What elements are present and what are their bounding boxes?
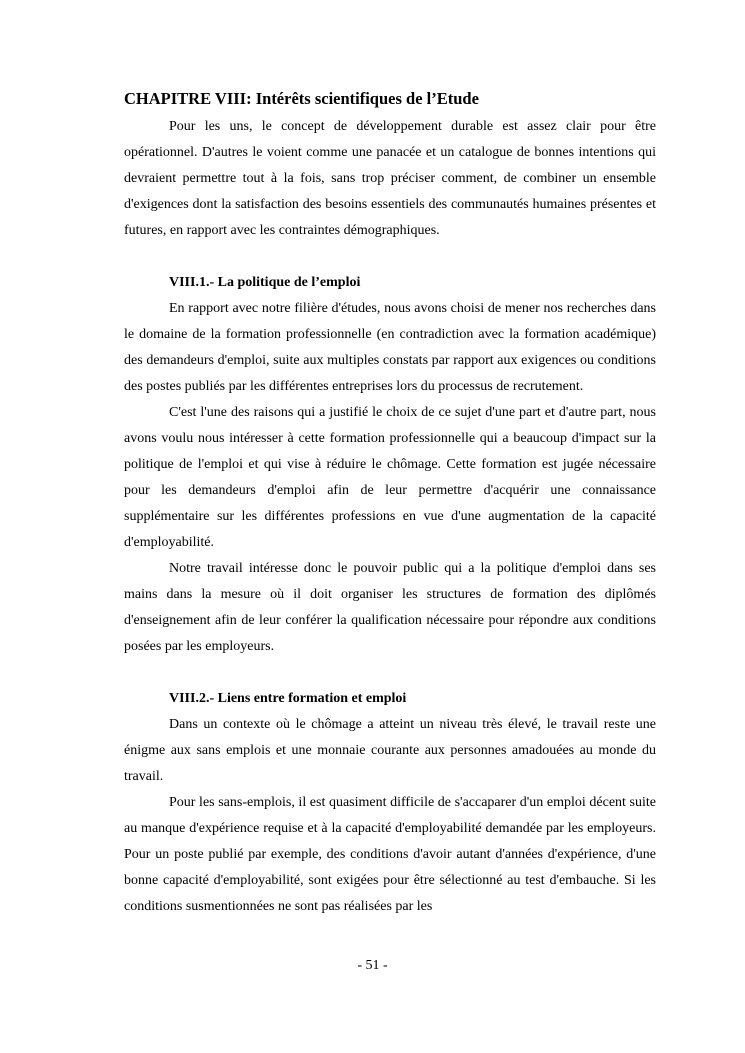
intro-paragraph: Pour les uns, le concept de développement durable est assez clair pour être opérationnel. D'autres le voient comme une panacée et un catalogue de bonnes intentions qui devraient permettre tout à la fois, sans trop préciser comment, de combiner un ensemble d'exigences dont la satisfaction des besoins essentiels des communautés humaines présentes et futures, en rapport avec les contraintes démographiques. [124, 119, 656, 238]
page-number: - 51 - [357, 958, 388, 973]
section1-paragraph: En rapport avec notre filière d'études, nous avons choisi de mener nos recherches dans le domaine de la formation professionnelle (en contradiction avec la formation académique) des demandeurs d'emploi, suite aux multiples constats par rapport aux exigences ou conditions des postes publiés par les différentes entreprises lors du processus de recrutement. [124, 301, 656, 394]
section1-paragraph: Notre travail intéresse donc le pouvoir public qui a la politique d'emploi dans ses mains dans la mesure où il doit organiser les structures de formation des diplômés d'enseignement afin de leur conférer la qualification nécessaire pour répondre aux conditions posées par les employeurs. [124, 561, 656, 654]
section2-paragraph: Dans un contexte où le chômage a atteint un niveau très élevé, le travail reste une énigme aux sans emplois et une monnaie courante aux personnes amadouées au monde du travail. [124, 717, 656, 784]
section1-paragraph: C'est l'une des raisons qui a justifié le choix de ce sujet d'une part et d'autre part, nous avons voulu nous intéresser à cette formation professionnelle qui a beaucoup d'impact sur la politique de l'emploi et qui vise à réduire le chômage. Cette formation est jugée nécessaire pour les demandeurs d'emploi afin de leur permettre d'acquérir une connaissance supplémentaire sur les différentes professions en vue d'une augmentation de la capacité d'employabilité. [124, 405, 656, 550]
section-spacer [124, 244, 656, 270]
section-title-liens-formation-emploi: VIII.2.- Liens entre formation et emploi [169, 691, 407, 706]
section-spacer [124, 660, 656, 686]
section2-paragraph: Pour les sans-emplois, il est quasiment difficile de s'accaparer d'un emploi décent suite au manque d'expérience requise et à la capacité d'employabilité demandée par les employeurs. Pour un poste publié par exemple, des conditions d'avoir autant d'années d'expérience, d'une bonne capacité d'employabilité, sont exigées pour être sélectionné au test d'embauche. Si les conditions susmentionnées ne sont pas réalisées par les [124, 795, 656, 914]
chapter-title: CHAPITRE VIII: Intérêts scientifiques de l’Etude [124, 89, 479, 108]
page-content [124, 88, 656, 920]
section-title-politique-emploi: VIII.1.- La politique de l’emploi [169, 275, 361, 290]
